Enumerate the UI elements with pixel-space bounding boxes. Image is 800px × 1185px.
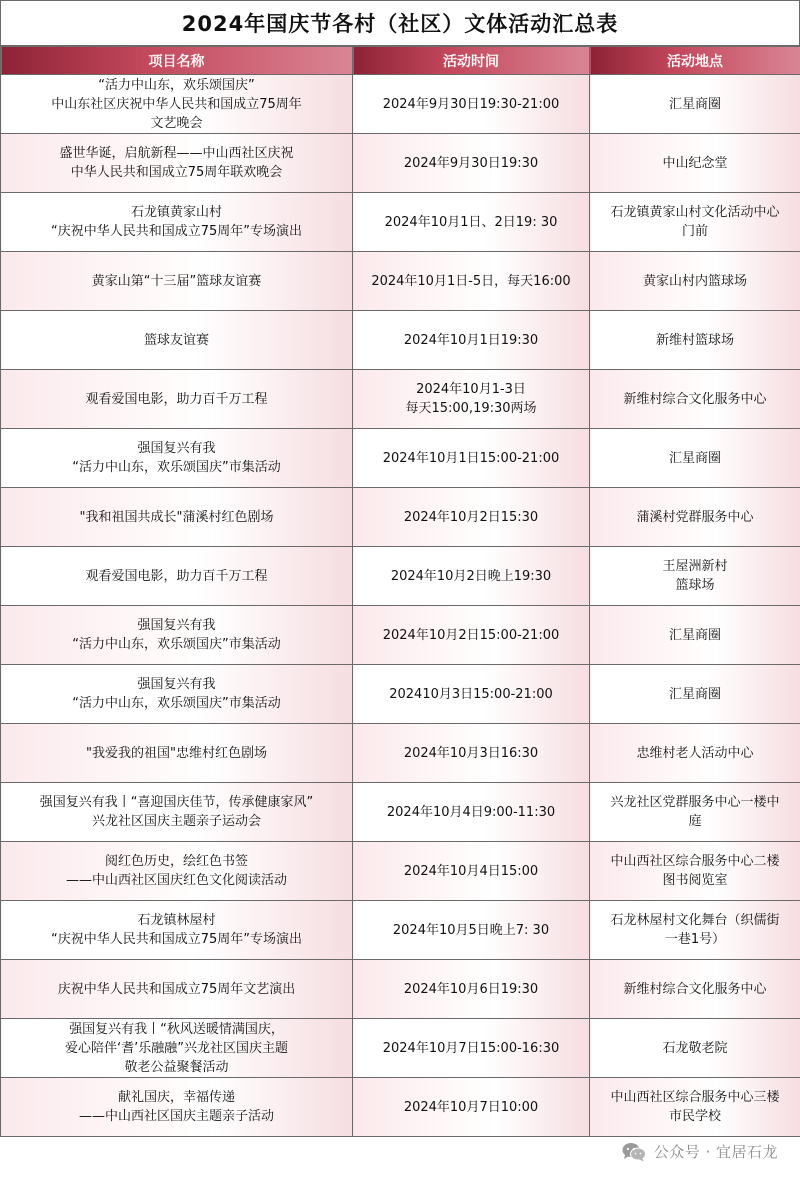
cell-activity-time: 2024年10月1日19:30 [353,311,590,370]
cell-activity-time: 2024年10月7日15:00-16:30 [353,1019,590,1078]
table-row [1,252,800,311]
cell-activity-time: 202410月3日15:00-21:00 [353,665,590,724]
cell-activity-time: 2024年10月7日10:00 [353,1078,590,1137]
activity-table [0,46,800,1137]
watermark [622,1141,778,1162]
cell-project-name: 石龙镇黄家山村 “庆祝中华人民共和国成立75周年”专场演出 [1,193,353,252]
table-row [1,606,800,665]
table-row [1,488,800,547]
table-row [1,429,800,488]
cell-activity-place: 新维村综合文化服务中心 [590,960,800,1019]
table-row [1,724,800,783]
cell-project-name: 观看爱国电影，助力百千万工程 [1,370,353,429]
cell-activity-place: 兴龙社区党群服务中心一楼中 庭 [590,783,800,842]
table-row [1,960,800,1019]
cell-activity-time: 2024年10月3日16:30 [353,724,590,783]
cell-project-name: 强国复兴有我 “活力中山东，欢乐颂国庆”市集活动 [1,665,353,724]
cell-activity-place: 石龙敬老院 [590,1019,800,1078]
cell-project-name: "我爱我的祖国"忠维村红色剧场 [1,724,353,783]
table-row [1,783,800,842]
column-header-place: 活动地点 [590,47,800,75]
cell-project-name: 强国复兴有我 “活力中山东，欢乐颂国庆”市集活动 [1,429,353,488]
cell-activity-place: 蒲溪村党群服务中心 [590,488,800,547]
cell-activity-time: 2024年9月30日19:30-21:00 [353,75,590,134]
cell-activity-time: 2024年9月30日19:30 [353,134,590,193]
page-title: 2024年国庆节各村（社区）文体活动汇总表 [0,0,800,46]
cell-activity-place: 中山西社区综合服务中心三楼 市民学校 [590,1078,800,1137]
cell-activity-place: 忠维村老人活动中心 [590,724,800,783]
wechat-icon [622,1142,646,1162]
cell-project-name: 石龙镇林屋村 “庆祝中华人民共和国成立75周年”专场演出 [1,901,353,960]
cell-activity-time: 2024年10月1日、2日19: 30 [353,193,590,252]
cell-activity-time: 2024年10月2日15:30 [353,488,590,547]
table-row [1,1019,800,1078]
cell-activity-time: 2024年10月6日19:30 [353,960,590,1019]
cell-project-name: 盛世华诞，启航新程——中山西社区庆祝 中华人民共和国成立75周年联欢晚会 [1,134,353,193]
cell-project-name: 强国复兴有我 “活力中山东，欢乐颂国庆”市集活动 [1,606,353,665]
cell-activity-place: 汇星商圈 [590,606,800,665]
table-row [1,134,800,193]
cell-project-name: 黄家山第“十三届”篮球友谊赛 [1,252,353,311]
cell-activity-time: 2024年10月1日15:00-21:00 [353,429,590,488]
cell-activity-time: 2024年10月4日9:00-11:30 [353,783,590,842]
table-header-row [1,47,800,75]
cell-activity-place: 黄家山村内篮球场 [590,252,800,311]
table-row [1,193,800,252]
cell-activity-place: 新维村篮球场 [590,311,800,370]
cell-project-name: "我和祖国共成长"蒲溪村红色剧场 [1,488,353,547]
table-row [1,842,800,901]
table-row [1,901,800,960]
cell-activity-time: 2024年10月2日晚上19:30 [353,547,590,606]
table-row [1,547,800,606]
cell-activity-place: 汇星商圈 [590,75,800,134]
table-row [1,311,800,370]
cell-project-name: 献礼国庆，幸福传递 ——中山西社区国庆主题亲子活动 [1,1078,353,1137]
cell-activity-time: 2024年10月1日-5日，每天16:00 [353,252,590,311]
cell-activity-place: 石龙镇黄家山村文化活动中心 门前 [590,193,800,252]
watermark-text: 公众号 · 宜居石龙 [653,1143,778,1161]
cell-activity-place: 王屋洲新村 篮球场 [590,547,800,606]
cell-activity-time: 2024年10月2日15:00-21:00 [353,606,590,665]
cell-project-name: 强国复兴有我丨“秋风送暖情满国庆， 爱心陪伴‘耆’乐融融”兴龙社区国庆主题 敬老公益聚餐活动 [1,1019,353,1078]
table-row [1,665,800,724]
cell-activity-place: 汇星商圈 [590,429,800,488]
column-header-name: 项目名称 [1,47,353,75]
cell-activity-place: 中山纪念堂 [590,134,800,193]
column-header-time: 活动时间 [353,47,590,75]
cell-activity-place: 中山西社区综合服务中心二楼 图书阅览室 [590,842,800,901]
cell-activity-place: 石龙林屋村文化舞台（织儒街 一巷1号） [590,901,800,960]
cell-activity-time: 2024年10月5日晚上7: 30 [353,901,590,960]
cell-activity-place: 汇星商圈 [590,665,800,724]
cell-project-name: 庆祝中华人民共和国成立75周年文艺演出 [1,960,353,1019]
cell-activity-place: 新维村综合文化服务中心 [590,370,800,429]
cell-activity-time: 2024年10月1-3日 每天15:00,19:30两场 [353,370,590,429]
cell-project-name: 阅红色历史，绘红色书签 ——中山西社区国庆红色文化阅读活动 [1,842,353,901]
table-row [1,1078,800,1137]
cell-project-name: 强国复兴有我丨“喜迎国庆佳节，传承健康家风” 兴龙社区国庆主题亲子运动会 [1,783,353,842]
cell-project-name: “活力中山东，欢乐颂国庆” 中山东社区庆祝中华人民共和国成立75周年 文艺晚会 [1,75,353,134]
cell-project-name: 观看爱国电影，助力百千万工程 [1,547,353,606]
cell-activity-time: 2024年10月4日15:00 [353,842,590,901]
cell-project-name: 篮球友谊赛 [1,311,353,370]
table-row [1,370,800,429]
table-row [1,75,800,134]
